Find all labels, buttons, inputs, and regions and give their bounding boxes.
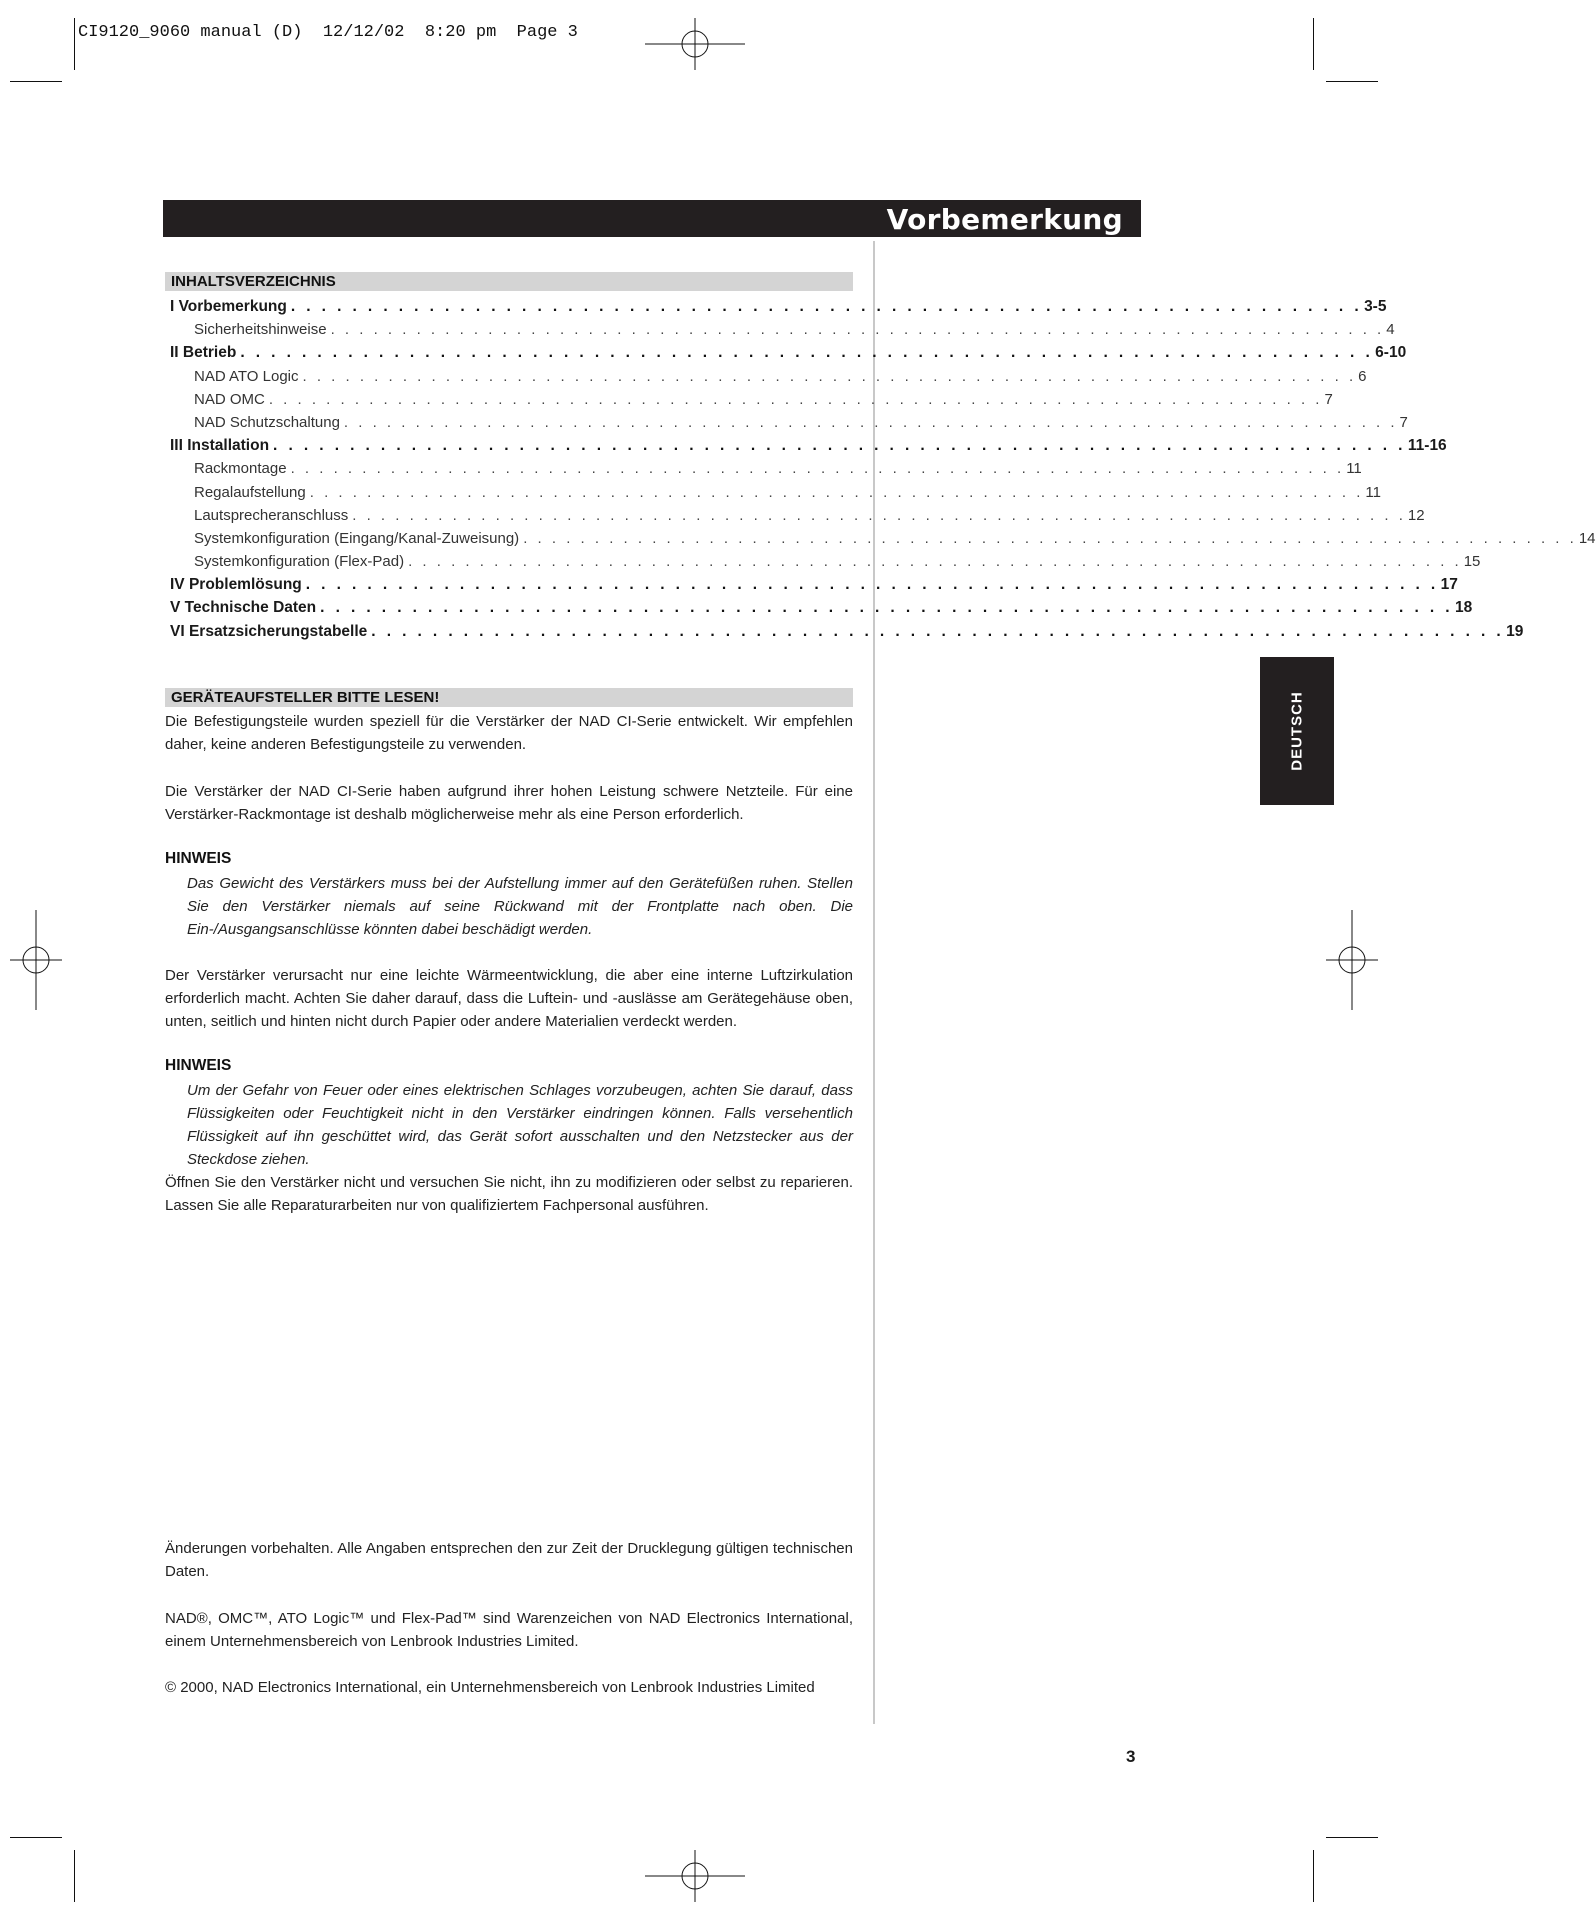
crop-mark (10, 81, 62, 82)
toc-entry[interactable]: NAD Schutzschaltung . . . . . . . . . . . . . . . . . . . . . . . . . . . . . . . . . . . . . . . . . . . . . . . . . . . . . . . . . . . . . . . . . . . . . . . . . . 7 (194, 413, 1408, 431)
section-title-bar (163, 200, 1141, 237)
toc-entry[interactable]: IV Problemlösung . . . . . . . . . . . . . . . . . . . . . . . . . . . . . . . . . . . . . . . . . . . . . . . . . . . . . . . . . . . . . . . . . . . . . . . . . . 17 (170, 576, 1458, 594)
toc-entry[interactable]: Systemkonfiguration (Flex-Pad) . . . . . . . . . . . . . . . . . . . . . . . . . . . . . . . . . . . . . . . . . . . . . . . . . . . . . . . . . . . . . . . . . . . . . . . . . . 15 (194, 553, 1481, 571)
crop-mark (1326, 81, 1378, 82)
crop-mark (1326, 1837, 1378, 1838)
paragraph: Die Verstärker der NAD CI-Serie haben aufgrund ihrer hohen Leistung schwere Netzteile. Für eine Verstärker-Rackmontage ist deshalb möglicherweise mehr als eine Person erforderlich. (165, 783, 853, 823)
toc-entry[interactable]: Sicherheitshinweise . . . . . . . . . . . . . . . . . . . . . . . . . . . . . . . . . . . . . . . . . . . . . . . . . . . . . . . . . . . . . . . . . . . . . . . . . . 4 (194, 321, 1395, 339)
footer-note: NAD®, OMC™, ATO Logic™ und Flex-Pad™ sind Warenzeichen von NAD Electronics International, einem Unternehmensbereich von Lenbrook Industries Limited. (165, 1610, 853, 1650)
toc-entry[interactable]: II Betrieb . . . . . . . . . . . . . . . . . . . . . . . . . . . . . . . . . . . . . . . . . . . . . . . . . . . . . . . . . . . . . . . . . . . . . . . . . . 6-10 (170, 344, 1407, 362)
registration-mark-icon (645, 18, 745, 70)
page-title: Vorbemerkung (886, 203, 1123, 236)
toc-entry[interactable]: Lautsprecheranschluss . . . . . . . . . . . . . . . . . . . . . . . . . . . . . . . . . . . . . . . . . . . . . . . . . . . . . . . . . . . . . . . . . . . . . . . . . . 12 (194, 506, 1425, 524)
crop-mark (1313, 1850, 1314, 1902)
footer-note: © 2000, NAD Electronics International, ein Unternehmensbereich von Lenbrook Industries Limited (165, 1679, 815, 1696)
note-text: Das Gewicht des Verstärkers muss bei der Aufstellung immer auf den Gerätefüßen ruhen. Stellen Sie den Verstärker niemals auf seine Rückwand mit der Frontplatte nach oben. Die Ein-/Ausgangsanschlüsse könnten dabei beschädigt werden. (187, 875, 853, 938)
toc-entry[interactable]: Systemkonfiguration (Eingang/Kanal-Zuweisung) . . . . . . . . . . . . . . . . . . . . . . . . . . . . . . . . . . . . . . . . . . . . . . . . . . . . . . . . . . . . . . . . . . . . . . . . . . 14 (194, 529, 1596, 547)
crop-mark (74, 1850, 75, 1902)
printer-slug: CI9120_9060 manual (D) 12/12/02 8:20 pm Page 3 (78, 23, 578, 42)
footer-note: Änderungen vorbehalten. Alle Angaben entsprechen den zur Zeit der Drucklegung gültigen technischen Daten. (165, 1540, 853, 1580)
registration-mark-icon (1326, 910, 1378, 1010)
crop-mark (10, 1837, 62, 1838)
paragraph: Öffnen Sie den Verstärker nicht und versuchen Sie nicht, ihn zu modifizieren oder selbst zu reparieren. Lassen Sie alle Reparaturarbeiten nur von qualifiziertem Fachpersonal ausführen. (165, 1174, 853, 1214)
paragraph: Die Befestigungsteile wurden speziell für die Verstärker der NAD CI-Serie entwickelt. Wir empfehlen daher, keine anderen Befestigungsteile zu verwenden. (165, 713, 853, 753)
toc-entry[interactable]: I Vorbemerkung . . . . . . . . . . . . . . . . . . . . . . . . . . . . . . . . . . . . . . . . . . . . . . . . . . . . . . . . . . . . . . . . . . . . . . 3-5 (170, 298, 1387, 315)
page-number: 3 (1126, 1747, 1136, 1766)
paragraph: Der Verstärker verursacht nur eine leichte Wärmeentwicklung, die aber eine interne Luftzirkulation erforderlich macht. Achten Sie daher darauf, dass die Luftein- und -auslässe am Gerätegehäuse oben, unten, seitlich und hinten nicht durch Papier oder andere Materialien verdeckt werden. (165, 967, 853, 1030)
installer-heading: GERÄTEAUFSTELLER BITTE LESEN! (165, 688, 853, 707)
note-text: Um der Gefahr von Feuer oder eines elektrischen Schlages vorzubeugen, achten Sie darauf, dass Flüssigkeiten oder Feuchtigkeit nicht in den Verstärker eindringen können. Falls versehentlich Flüssigkeit auf ihn geschüttet wird, das Gerät sofort ausschalten und den Netzstecker aus der Steckdose ziehen. (187, 1082, 853, 1168)
registration-mark-icon (10, 910, 62, 1010)
crop-mark (1313, 18, 1314, 70)
note-heading: HINWEIS (165, 850, 232, 867)
toc-entry[interactable]: III Installation . . . . . . . . . . . . . . . . . . . . . . . . . . . . . . . . . . . . . . . . . . . . . . . . . . . . . . . . . . . . . . . . . . . . . . . . . . 11-16 (170, 437, 1447, 455)
table-of-contents (170, 298, 1596, 646)
toc-heading: INHALTSVERZEICHNIS (165, 272, 853, 291)
language-tab (1260, 657, 1334, 805)
crop-mark (74, 18, 75, 70)
toc-entry[interactable]: NAD OMC . . . . . . . . . . . . . . . . . . . . . . . . . . . . . . . . . . . . . . . . . . . . . . . . . . . . . . . . . . . . . . . . . . . . . . . . . . 7 (194, 390, 1333, 408)
language-tab-label: DEUTSCH (1288, 691, 1306, 771)
toc-entry[interactable]: VI Ersatzsicherungstabelle . . . . . . . . . . . . . . . . . . . . . . . . . . . . . . . . . . . . . . . . . . . . . . . . . . . . . . . . . . . . . . . . . . . . . . . . . . 19 (170, 622, 1524, 640)
toc-entry[interactable]: Regalaufstellung . . . . . . . . . . . . . . . . . . . . . . . . . . . . . . . . . . . . . . . . . . . . . . . . . . . . . . . . . . . . . . . . . . . . . . . . . . 11 (194, 483, 1381, 501)
registration-mark-icon (645, 1850, 745, 1902)
note-heading: HINWEIS (165, 1057, 232, 1074)
toc-entry[interactable]: NAD ATO Logic . . . . . . . . . . . . . . . . . . . . . . . . . . . . . . . . . . . . . . . . . . . . . . . . . . . . . . . . . . . . . . . . . . . . . . . . . . 6 (194, 367, 1367, 385)
toc-entry[interactable]: Rackmontage . . . . . . . . . . . . . . . . . . . . . . . . . . . . . . . . . . . . . . . . . . . . . . . . . . . . . . . . . . . . . . . . . . . . . . . . . . 11 (194, 460, 1362, 478)
toc-entry[interactable]: V Technische Daten . . . . . . . . . . . . . . . . . . . . . . . . . . . . . . . . . . . . . . . . . . . . . . . . . . . . . . . . . . . . . . . . . . . . . . . . . . 18 (170, 599, 1473, 617)
